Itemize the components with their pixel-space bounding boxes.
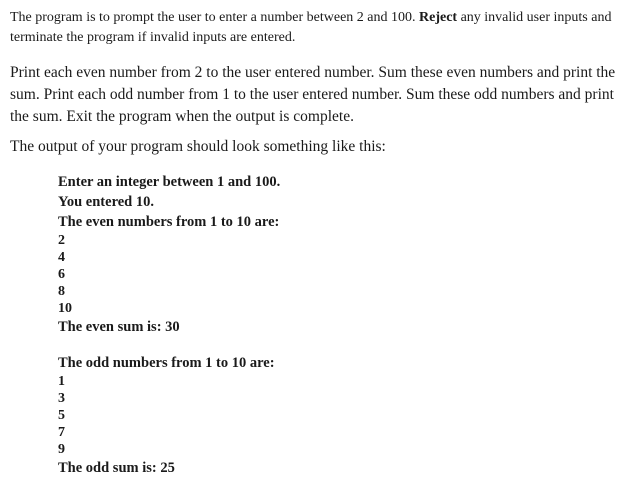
- intro-text-1: The program is to prompt the user to enter a number between 2 and 100.: [10, 10, 419, 25]
- assignment-document: [10, 8, 622, 476]
- intro-paragraph: [10, 8, 622, 48]
- even-number: 6: [58, 267, 65, 282]
- odd-number: 3: [58, 391, 65, 406]
- sample-output-block: [58, 172, 280, 478]
- odd-number: 7: [58, 425, 65, 440]
- instructions-paragraph: Print each even number from 2 to the user entered number. Sum these even numbers and print the sum. Print each odd number from 1 to the user entered number. Sum these odd numbers and print the sum. Exit the program when the output is complete.: [10, 64, 616, 125]
- output-entered: You entered 10.: [58, 194, 154, 210]
- intro-text-2: any invalid user inputs and terminate the program if invalid inputs are entered.: [10, 10, 612, 45]
- output-odd-sum: The odd sum is: 25: [58, 460, 175, 476]
- output-even-header: The even numbers from 1 to 10 are:: [58, 214, 280, 230]
- even-number: 8: [58, 284, 65, 299]
- output-spacer: [58, 337, 280, 353]
- odd-number: 5: [58, 408, 65, 423]
- sample-output-intro: The output of your program should look something like this:: [10, 138, 386, 155]
- output-even-sum: The even sum is: 30: [58, 319, 180, 335]
- odd-number: 9: [58, 442, 65, 457]
- even-number: 2: [58, 233, 65, 248]
- intro-bold-reject: Reject: [419, 10, 458, 25]
- output-odd-header: The odd numbers from 1 to 10 are:: [58, 355, 275, 371]
- even-number: 4: [58, 250, 65, 265]
- odd-number: 1: [58, 374, 65, 389]
- even-number: 10: [58, 301, 72, 316]
- output-prompt: Enter an integer between 1 and 100.: [58, 174, 281, 190]
